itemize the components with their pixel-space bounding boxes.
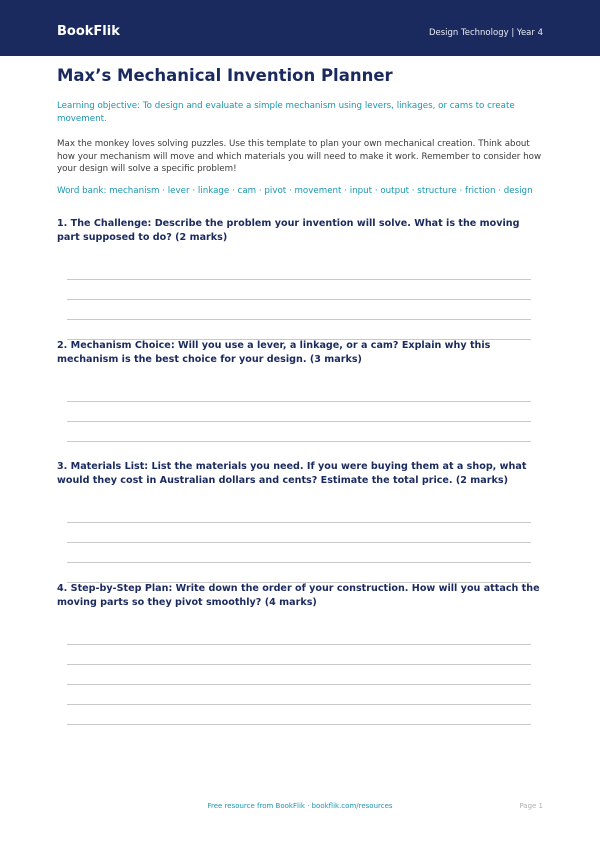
question-2: 2. Mechanism Choice: Will you use a lever, a linkage, or a cam? Explain why this mechanism is the best choice for your design. (3 marks): [57, 340, 491, 365]
subject-label: Design Technology | Year 4: [428, 28, 543, 38]
answer-line[interactable]: [67, 522, 531, 523]
answer-line[interactable]: [67, 421, 531, 422]
answer-line[interactable]: [67, 562, 531, 563]
header-bar: [0, 0, 600, 56]
page-title: Max’s Mechanical Invention Planner: [57, 66, 393, 85]
page-number: Page 1: [519, 802, 543, 810]
answer-line[interactable]: [67, 542, 531, 543]
brand-logo-text[interactable]: BookFlik: [57, 24, 120, 39]
answer-line[interactable]: [67, 441, 531, 442]
answer-line[interactable]: [67, 319, 531, 320]
answer-line[interactable]: [67, 299, 531, 300]
learning-objective: Learning objective: To design and evaluate a simple mechanism using levers, linkages, or cams to create movement.: [57, 101, 515, 124]
answer-line[interactable]: [67, 684, 531, 685]
answer-line[interactable]: [67, 401, 531, 402]
question-3: 3. Materials List: List the materials you need. If you were buying them at a shop, what would they cost in Australian dollars and cents? Estimate the total price. (2 marks): [57, 461, 527, 486]
answer-line[interactable]: [67, 279, 531, 280]
intro-paragraph: Max the monkey loves solving puzzles. Use this template to plan your own mechanical creation. Think about how your mechanism will move and which materials you will need to make it work. Remember to consider how your design will solve a specific problem!: [57, 139, 542, 174]
footer-text: Free resource from BookFlik · bookflik.com/resources: [207, 802, 393, 810]
question-4: 4. Step-by-Step Plan: Write down the order of your construction. How will you attach the moving parts so they pivot smoothly? (4 marks): [57, 583, 540, 608]
answer-line[interactable]: [67, 664, 531, 665]
answer-line[interactable]: [67, 724, 531, 725]
question-1: 1. The Challenge: Describe the problem your invention will solve. What is the moving part supposed to do? (2 marks): [57, 218, 520, 243]
answer-line[interactable]: [67, 704, 531, 705]
answer-line[interactable]: [67, 644, 531, 645]
word-bank: Word bank: mechanism · lever · linkage · cam · pivot · movement · input · output · structure · friction · design: [57, 186, 533, 196]
